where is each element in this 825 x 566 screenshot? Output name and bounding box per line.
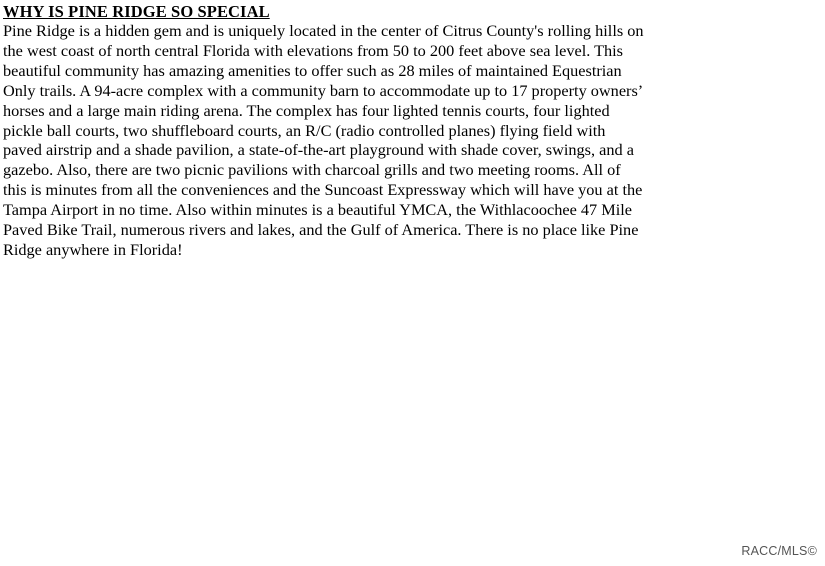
watermark-credit: RACC/MLS© [741, 544, 817, 558]
document-body-text: Pine Ridge is a hidden gem and is uniquely located in the center of Citrus County's rolling hills on the west coast of north central Florida with elevations from 50 to 200 feet above sea level. This beautiful community has amazing amenities to offer such as 28 miles of maintained Equestrian Only trails. A 94-acre complex with a community barn to accommodate up to 17 property owners’ horses and a large main riding arena. The complex has four lighted tennis courts, four lighted pickle ball courts, two shuffleboard courts, an R/C (radio controlled planes) flying field with paved airstrip and a shade pavilion, a state-of-the-art playground with shade cover, swings, and a gazebo. Also, there are two picnic pavilions with charcoal grills and two meeting rooms. All of this is minutes from all the conveniences and the Suncoast Expressway which will have you at the Tampa Airport in no time. Also within minutes is a beautiful YMCA, the Withlacoochee 47 Mile Paved Bike Trail, numerous rivers and lakes, and the Gulf of America. There is no place like Pine Ridge anywhere in Florida! [3, 21, 648, 259]
page-title: WHY IS PINE RIDGE SO SPECIAL [3, 2, 270, 21]
